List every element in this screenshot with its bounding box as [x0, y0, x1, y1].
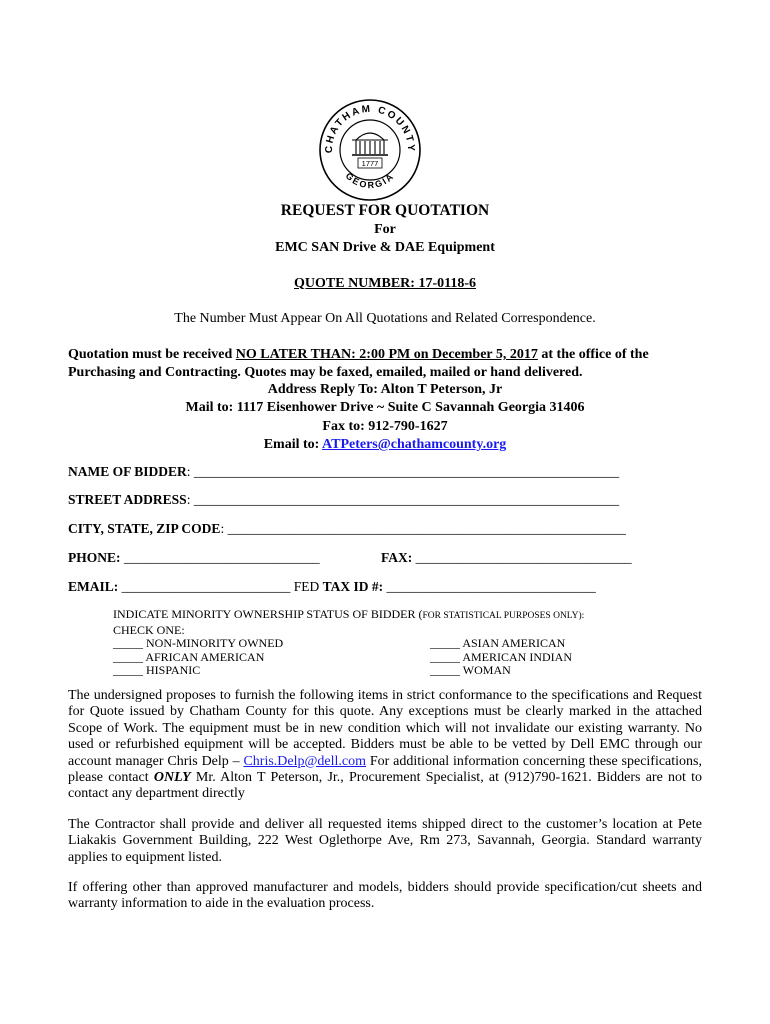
- fax-field[interactable]: [381, 550, 632, 566]
- city-state-zip-line[interactable]: : ___________________________________________________________: [220, 521, 626, 536]
- email-link[interactable]: ATPeters@chathamcounty.org: [322, 437, 507, 452]
- seal-top-text: CHATHAM COUNTY: [323, 103, 417, 154]
- minority-ownership-block: [113, 608, 673, 677]
- minority-options: [113, 637, 673, 677]
- option-hispanic[interactable]: _____ HISPANIC: [113, 663, 201, 677]
- bidder-name-field[interactable]: [68, 464, 619, 480]
- bidder-name-line[interactable]: : _______________________________________________________________: [186, 464, 620, 479]
- phone-field[interactable]: [68, 550, 320, 566]
- deadline-due: NO LATER THAN: 2:00 PM on December 5, 2017: [235, 347, 538, 362]
- check-one-label: CHECK ONE:: [113, 622, 185, 637]
- email-label: EMAIL:: [68, 579, 119, 594]
- notice-line: The Number Must Appear On All Quotations and Related Correspondence.: [174, 311, 596, 326]
- minority-heading: [113, 608, 673, 624]
- seal-year: 1777: [361, 159, 379, 168]
- minority-options-left: [113, 637, 283, 678]
- street-address-field[interactable]: [68, 492, 619, 508]
- fax-line[interactable]: ________________________________: [412, 550, 632, 565]
- reply-to: Address Reply To: Alton T Peterson, Jr: [267, 382, 503, 397]
- minority-options-right: [430, 637, 572, 678]
- deadline-prefix: Quotation must be received: [68, 347, 236, 362]
- street-address-line[interactable]: : _______________________________________________________________: [186, 492, 620, 507]
- tax-id-label: TAX ID #:: [322, 579, 384, 594]
- city-state-zip-field[interactable]: [68, 521, 626, 537]
- seal-bottom-text: GEORGIA: [343, 170, 397, 191]
- deadline-paragraph: [68, 346, 708, 382]
- county-seal-graphic: [318, 98, 422, 202]
- alternates-paragraph: [68, 880, 702, 913]
- county-seal: [318, 98, 422, 202]
- minority-heading-text: INDICATE MINORITY OWNERSHIP STATUS OF BIDDER (: [113, 607, 423, 621]
- email-line[interactable]: _________________________ FED: [118, 579, 323, 594]
- phone-line[interactable]: _____________________________: [120, 550, 320, 565]
- city-state-zip-label: CITY, STATE, ZIP CODE: [68, 521, 221, 536]
- delivery-paragraph: [68, 817, 702, 866]
- option-woman[interactable]: _____ WOMAN: [430, 663, 511, 677]
- dell-email-link[interactable]: Chris.Delp@dell.com: [243, 753, 367, 769]
- subject-line: EMC SAN Drive & DAE Equipment: [275, 240, 495, 255]
- option-american-indian[interactable]: _____ AMERICAN INDIAN: [430, 649, 572, 664]
- arch-emblem: [352, 133, 388, 155]
- only-emphasis: ONLY: [153, 770, 191, 786]
- mail-to: Mail to: 1117 Eisenhower Drive ~ Suite C Savannah Georgia 31406: [185, 400, 585, 415]
- phone-label: PHONE:: [68, 550, 121, 565]
- email-to: [0, 436, 770, 455]
- minority-heading-note: FOR STATISTICAL PURPOSES ONLY: [422, 611, 579, 621]
- alternates-text: If offering other than approved manufacturer and models, bidders should provide specification/cut sheets and warranty information to aide in the evaluation process.: [68, 880, 702, 912]
- minority-heading-end: ):: [578, 611, 585, 621]
- option-african-american[interactable]: _____ AFRICAN AMERICAN: [113, 649, 265, 664]
- option-non-minority[interactable]: _____ NON-MINORITY OWNED: [113, 636, 284, 650]
- delivery-text: The Contractor shall provide and deliver all requested items shipped direct to the customer’s location at Pete Liakakis Government Building, 222 West Oglethorpe Ave, Rm 273, Savannah, Georgia. Standard warranty applies to equipment listed.: [68, 817, 702, 865]
- street-address-label: STREET ADDRESS: [68, 492, 187, 507]
- conformance-paragraph: [68, 688, 702, 803]
- svg-text:GEORGIA: [344, 171, 397, 191]
- tax-id-line[interactable]: _______________________________: [383, 579, 596, 594]
- document-title: REQUEST FOR QUOTATION: [280, 202, 490, 219]
- deadline-suffix: at the office of the Purchasing and Contracting. Quotes may be faxed, emailed, mailed or hand delivered.: [68, 347, 649, 380]
- p1-text-c: Mr. Alton T Peterson, Jr., Procurement Specialist, at (912)790-1621. Bidders are not to contact any department directly: [68, 770, 703, 802]
- bidder-name-label: NAME OF BIDDER: [68, 464, 187, 479]
- option-asian-american[interactable]: _____ ASIAN AMERICAN: [430, 636, 566, 650]
- p1-text-a: The undersigned proposes to furnish the following items in strict conformance to the specifications and Request for Quote issued by Chatham County for this quote. Any exceptions must be clearly marked in the attached Scope of Work. The equipment must be in new condition which will not invalidate our existing warranty. No used or refurbished equipment will be accepted. Bidders must be able to be vetted by Dell EMC through our account manager Chris Delp –: [68, 688, 702, 769]
- email-tax-field[interactable]: [68, 579, 596, 595]
- fax-to: Fax to: 912-790-1627: [322, 419, 448, 434]
- fax-label: FAX:: [381, 550, 413, 565]
- quote-number: QUOTE NUMBER: 17-0118-6: [294, 276, 476, 291]
- for-label: For: [374, 222, 396, 237]
- email-to-label: Email to:: [263, 437, 323, 452]
- p1-text-b: For additional information concerning these specifications, please contact: [68, 753, 702, 786]
